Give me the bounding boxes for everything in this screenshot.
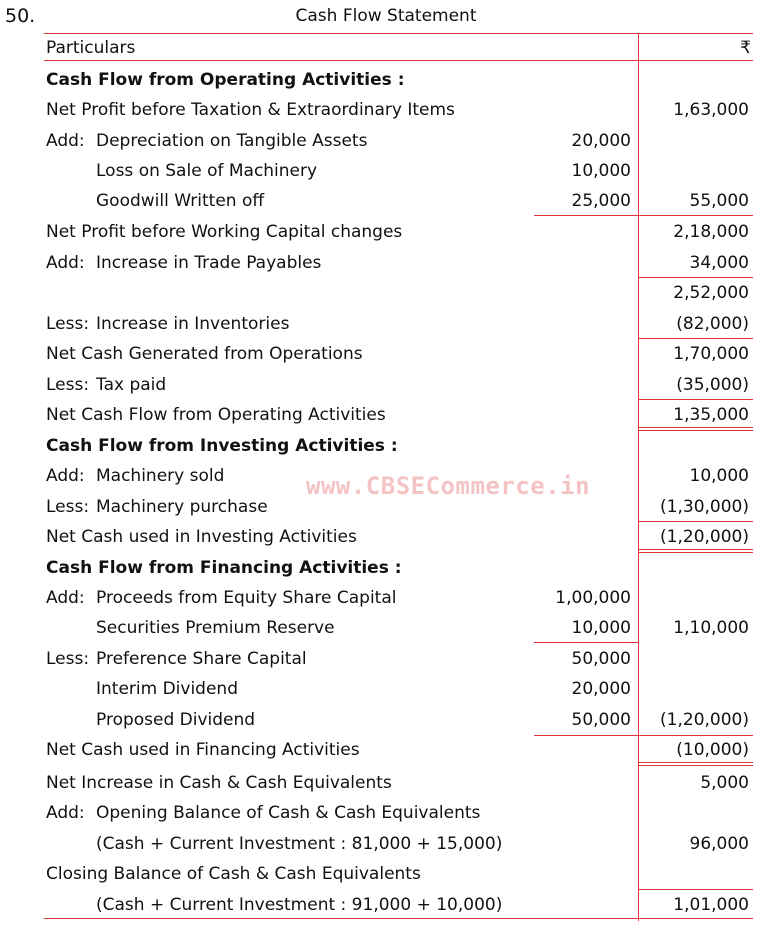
row-subamount: 25,000 xyxy=(571,191,631,211)
table-row xyxy=(44,309,753,339)
row-amount: (1,20,000) xyxy=(660,527,749,547)
row-label: Preference Share Capital xyxy=(96,649,307,669)
row-label: Interim Dividend xyxy=(96,679,239,699)
row-prefix: Add: xyxy=(46,588,85,608)
row-label: Tax paid xyxy=(96,375,167,395)
table-row xyxy=(44,65,753,95)
question-number: 50. xyxy=(5,5,36,27)
row-amount: 1,35,000 xyxy=(673,405,749,425)
table-top-rule xyxy=(44,33,753,34)
row-label: Net Cash Generated from Operations xyxy=(46,344,363,364)
row-amount: (1,20,000) xyxy=(660,710,749,730)
row-amount: (35,000) xyxy=(676,375,749,395)
row-label: Loss on Sale of Machinery xyxy=(96,161,318,181)
section-heading: Cash Flow from Investing Activities : xyxy=(46,436,398,456)
rupee-header: ₹ xyxy=(740,38,751,58)
row-prefix: Add: xyxy=(46,466,85,486)
row-label: Goodwill Written off xyxy=(96,191,265,211)
double-rule-top xyxy=(638,762,753,763)
row-amount: 1,10,000 xyxy=(673,618,749,638)
double-rule-bottom xyxy=(638,430,753,431)
row-amount: 1,01,000 xyxy=(673,895,749,915)
table-row xyxy=(44,735,753,765)
row-label: Proceeds from Equity Share Capital xyxy=(96,588,397,608)
section-heading: Cash Flow from Operating Activities : xyxy=(46,70,405,90)
row-subamount: 10,000 xyxy=(571,618,631,638)
row-label: Increase in Trade Payables xyxy=(96,253,322,273)
row-label: Net Cash used in Financing Activities xyxy=(46,740,360,760)
row-subamount: 1,00,000 xyxy=(555,588,631,608)
table-row xyxy=(44,613,753,643)
row-prefix: Add: xyxy=(46,253,85,273)
table-row xyxy=(44,859,753,889)
subtotal-rule xyxy=(534,735,753,736)
row-label: Securities Premium Reserve xyxy=(96,618,335,638)
row-amount: (10,000) xyxy=(676,740,749,760)
double-rule-top xyxy=(638,549,753,550)
table-row xyxy=(44,644,753,674)
total-rule xyxy=(638,277,753,278)
total-rule xyxy=(638,521,753,522)
row-amount: 96,000 xyxy=(689,834,749,854)
particulars-header: Particulars xyxy=(46,38,136,58)
table-row xyxy=(44,217,753,247)
row-label: Closing Balance of Cash & Cash Equivalents xyxy=(46,864,421,884)
table-row xyxy=(44,829,753,859)
row-label: (Cash + Current Investment : 81,000 + 15,000) xyxy=(96,834,503,854)
row-label: Depreciation on Tangible Assets xyxy=(96,131,368,151)
row-amount: (1,30,000) xyxy=(660,497,749,517)
subtotal-rule xyxy=(534,215,753,216)
section-heading: Cash Flow from Financing Activities : xyxy=(46,558,402,578)
watermark: www.CBSECommerce.in xyxy=(306,472,591,500)
row-prefix: Add: xyxy=(46,131,85,151)
table-row xyxy=(44,95,753,125)
row-amount: (82,000) xyxy=(676,314,749,334)
table-row xyxy=(44,278,753,308)
row-label: Net Profit before Taxation & Extraordinary Items xyxy=(46,100,455,120)
header-bottom-rule xyxy=(44,60,753,61)
row-prefix: Add: xyxy=(46,803,85,823)
row-amount: 1,63,000 xyxy=(673,100,749,120)
table-row xyxy=(44,768,753,798)
row-subamount: 50,000 xyxy=(571,710,631,730)
table-bottom-rule xyxy=(44,918,753,919)
row-label: Machinery sold xyxy=(96,466,225,486)
table-row xyxy=(44,431,753,461)
total-rule xyxy=(638,889,753,890)
row-label: Opening Balance of Cash & Cash Equivalents xyxy=(96,803,481,823)
header-row xyxy=(44,33,753,63)
subtotal-rule xyxy=(534,642,638,643)
table-row xyxy=(44,674,753,704)
row-label: Proposed Dividend xyxy=(96,710,256,730)
row-label: Net Cash used in Investing Activities xyxy=(46,527,357,547)
row-label: Net Increase in Cash & Cash Equivalents xyxy=(46,773,392,793)
table-row xyxy=(44,400,753,430)
row-amount: 34,000 xyxy=(689,253,749,273)
row-prefix: Less: xyxy=(46,497,90,517)
row-subamount: 20,000 xyxy=(571,679,631,699)
row-subamount: 50,000 xyxy=(571,649,631,669)
row-amount: 2,52,000 xyxy=(673,283,749,303)
row-label: Machinery purchase xyxy=(96,497,268,517)
row-label: (Cash + Current Investment : 91,000 + 10,000) xyxy=(96,895,503,915)
table-row xyxy=(44,553,753,583)
row-subamount: 10,000 xyxy=(571,161,631,181)
total-rule xyxy=(638,338,753,339)
row-amount: 5,000 xyxy=(700,773,749,793)
table-row xyxy=(44,156,753,186)
table-row xyxy=(44,583,753,613)
table-row xyxy=(44,522,753,552)
table-row xyxy=(44,705,753,735)
row-prefix: Less: xyxy=(46,314,90,334)
table-row xyxy=(44,248,753,278)
table-row xyxy=(44,186,753,216)
total-rule xyxy=(638,399,753,400)
row-amount: 2,18,000 xyxy=(673,222,749,242)
double-rule-bottom xyxy=(638,552,753,553)
row-subamount: 20,000 xyxy=(571,131,631,151)
row-label: Increase in Inventories xyxy=(96,314,290,334)
table-row xyxy=(44,370,753,400)
row-amount: 10,000 xyxy=(689,466,749,486)
row-label: Net Cash Flow from Operating Activities xyxy=(46,405,386,425)
table-row xyxy=(44,339,753,369)
statement-title: Cash Flow Statement xyxy=(295,6,477,26)
row-label: Net Profit before Working Capital changes xyxy=(46,222,403,242)
double-rule-top xyxy=(638,427,753,428)
table-row xyxy=(44,798,753,828)
double-rule-bottom xyxy=(638,765,753,766)
row-prefix: Less: xyxy=(46,649,90,669)
table-row xyxy=(44,890,753,920)
row-amount: 1,70,000 xyxy=(673,344,749,364)
table-row xyxy=(44,126,753,156)
row-amount: 55,000 xyxy=(689,191,749,211)
row-prefix: Less: xyxy=(46,375,90,395)
